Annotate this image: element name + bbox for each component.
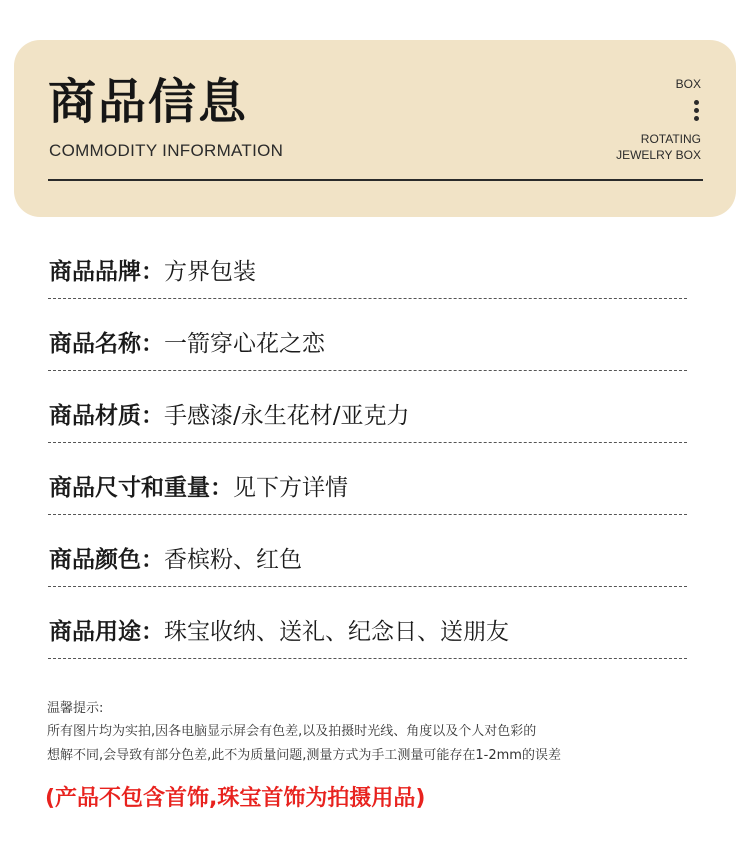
spec-divider [48, 442, 687, 443]
spec-label: 商品材质： [49, 403, 164, 429]
spec-divider [48, 658, 687, 659]
jewelry-not-included-note: (产品不包含首饰,珠宝首饰为拍摄用品) [45, 786, 426, 811]
product-type-line-1: ROTATING [640, 132, 701, 146]
spec-row-usage [49, 615, 687, 687]
spec-divider [48, 298, 687, 299]
spec-divider [48, 514, 687, 515]
spec-label: 商品用途： [49, 619, 164, 645]
spec-value: 一箭穿心花之恋 [164, 331, 325, 357]
product-type-line-2: JEWELRY BOX [616, 148, 701, 162]
spec-value: 手感漆/永生花材/亚克力 [164, 403, 410, 429]
spec-row-material [49, 399, 687, 471]
vertical-dots-icon [694, 100, 700, 124]
spec-divider [48, 370, 687, 371]
spec-value: 见下方详情 [233, 475, 348, 501]
spec-label: 商品品牌： [49, 259, 164, 285]
spec-label: 商品颜色： [49, 547, 164, 573]
spec-divider [48, 586, 687, 587]
spec-label: 商品尺寸和重量： [49, 475, 233, 501]
header-divider [48, 179, 703, 181]
spec-label: 商品名称： [49, 331, 164, 357]
notice-title: 温馨提示: [47, 701, 104, 716]
box-label: BOX [675, 77, 701, 91]
notice-line: 所有图片均为实拍,因各电脑显示屏会有色差,以及拍摄时光线、角度以及个人对色彩的 [47, 724, 537, 739]
spec-row-brand [49, 255, 687, 327]
page-title: 商品信息 [48, 74, 249, 130]
spec-row-name [49, 327, 687, 399]
spec-row-color [49, 543, 687, 615]
notice-line: 想解不同,会导致有部分色差,此不为质量问题,测量方式为手工测量可能存在1-2mm的误差 [47, 748, 561, 763]
page-subtitle: COMMODITY INFORMATION [49, 141, 284, 160]
product-type-label [616, 131, 701, 163]
spec-value: 珠宝收纳、送礼、纪念日、送朋友 [164, 619, 509, 645]
spec-value: 方界包装 [164, 259, 256, 285]
spec-row-size [49, 471, 687, 543]
notice-body [47, 720, 707, 768]
spec-value: 香槟粉、红色 [164, 547, 302, 573]
